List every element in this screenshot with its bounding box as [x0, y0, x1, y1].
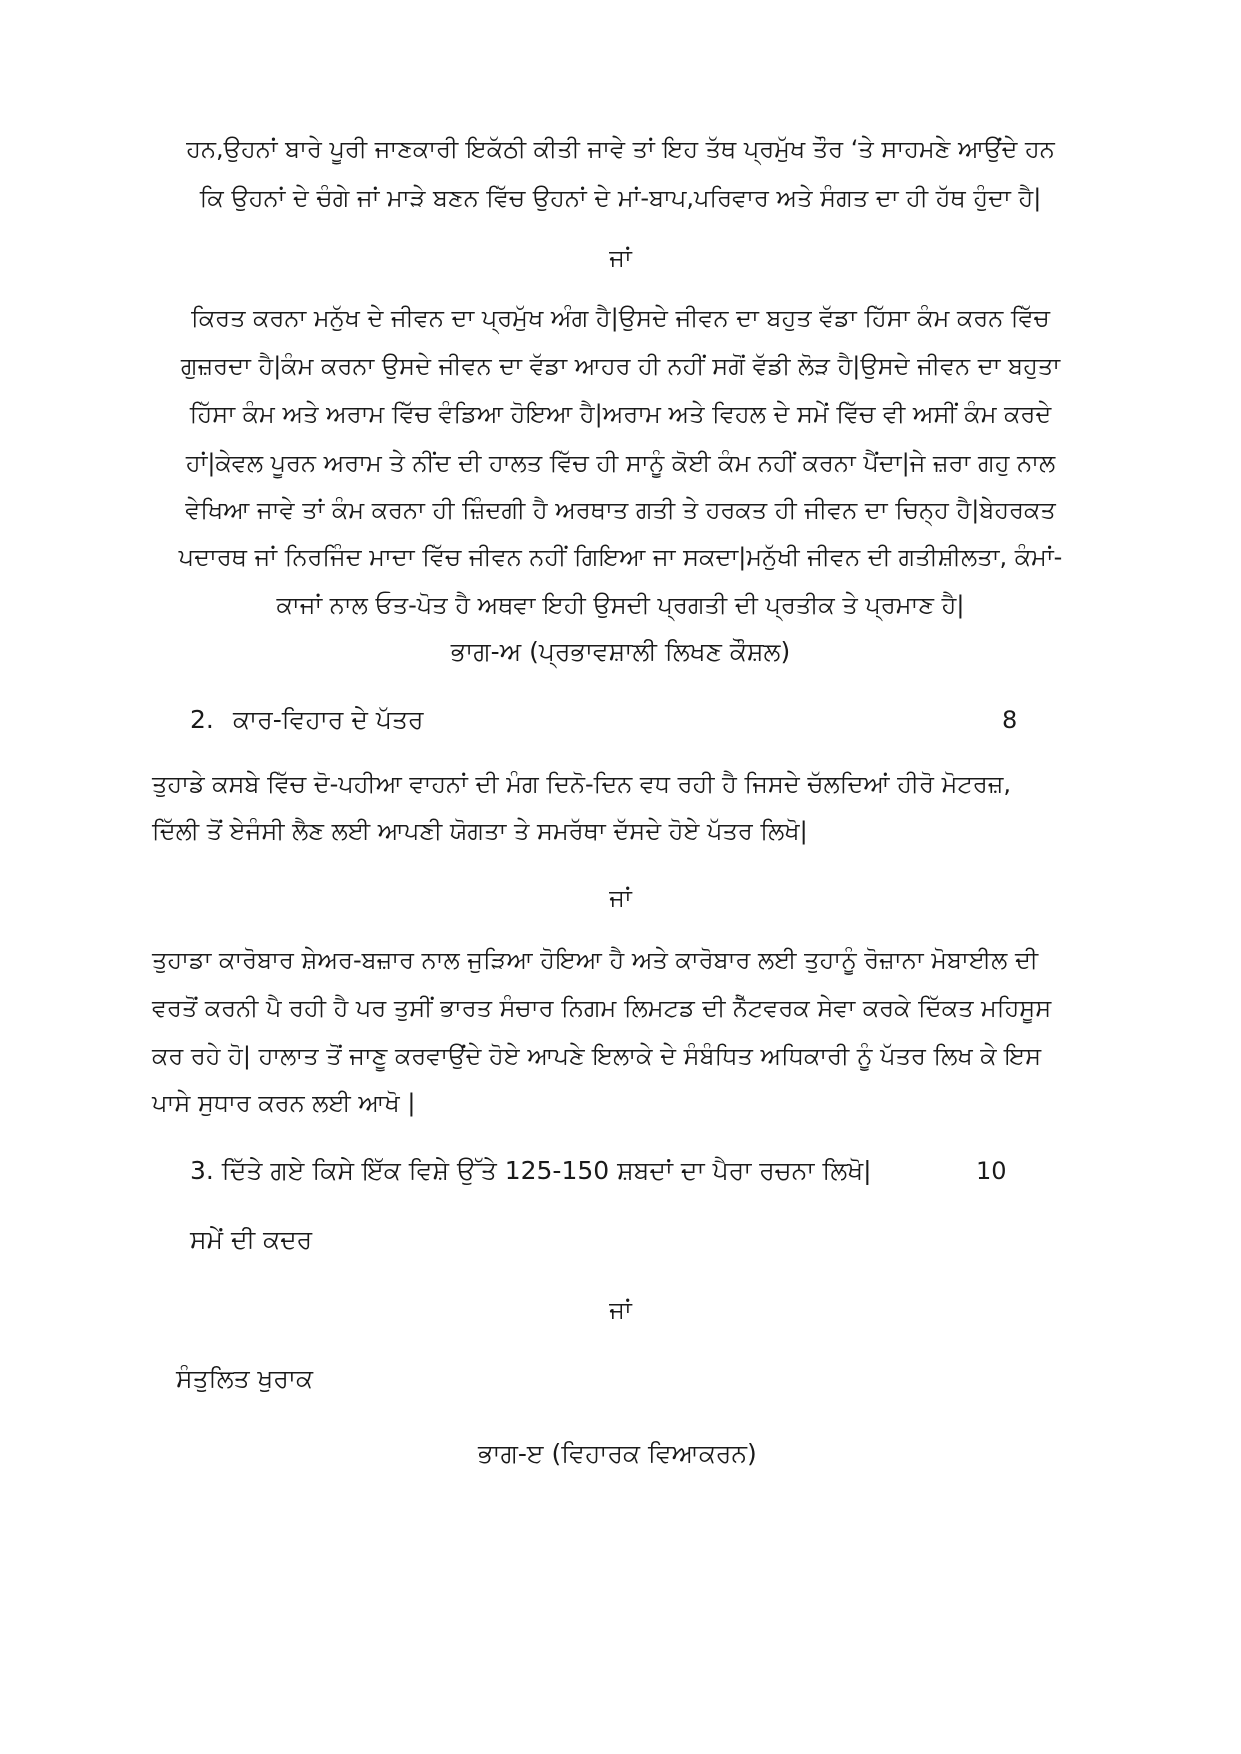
q2-option2-line3: ਕਰ ਰਹੇ ਹੋ| ਹਾਲਾਤ ਤੋਂ ਜਾਣੂ ਕਰਵਾਉਂਦੇ ਹੋਏ ਆਪਣੇ ਇਲਾਕੇ ਦੇ ਸੰਬੰਧਿਤ ਅਧਿਕਾਰੀ ਨੂੰ ਪੱਤਰ ਲਿਖ ਕੇ ਇਸ: [152, 1042, 1042, 1070]
para2-line7: ਕਾਜਾਂ ਨਾਲ ਓਤ-ਪੋਤ ਹੈ ਅਥਵਾ ਇਹੀ ਉਸਦੀ ਪ੍ਰਗਤੀ ਦੀ ਪ੍ਰਤੀਕ ਤੇ ਪ੍ਰਮਾਣ ਹੈ|: [276, 591, 965, 619]
para2-line6: ਪਦਾਰਥ ਜਾਂ ਨਿਰਜਿੰਦ ਮਾਦਾ ਵਿੱਚ ਜੀਵਨ ਨਹੀਂ ਗਿਇਆ ਜਾ ਸਕਦਾ|ਮਨੁੱਖੀ ਜੀਵਨ ਦੀ ਗਤੀਸ਼ੀਲਤਾ, ਕੰਮਾਂ-: [178, 543, 1063, 571]
para2-line3: ਹਿੱਸਾ ਕੰਮ ਅਤੇ ਅਰਾਮ ਵਿੱਚ ਵੰਡਿਆ ਹੋਇਆ ਹੈ|ਅਰਾਮ ਅਤੇ ਵਿਹਲ ਦੇ ਸਮੇਂ ਵਿੱਚ ਵੀ ਅਸੀਂ ਕੰਮ ਕਰਦੇ: [189, 400, 1052, 428]
q3-title: 3. ਦਿੱਤੇ ਗਏ ਕਿਸੇ ਇੱਕ ਵਿਸ਼ੇ ਉੱਤੇ 125-150 ਸ਼ਬਦਾਂ ਦਾ ਪੈਰਾ ਰਚਨਾ ਲਿਖੋ|: [190, 1156, 872, 1185]
para1-line2: ਕਿ ਉਹਨਾਂ ਦੇ ਚੰਗੇ ਜਾਂ ਮਾੜੇ ਬਣਨ ਵਿੱਚ ਉਹਨਾਂ ਦੇ ਮਾਂ-ਬਾਪ,ਪਰਿਵਾਰ ਅਤੇ ਸੰਗਤ ਦਾ ਹੀ ਹੱਥ ਹੁੰਦਾ ਹੈ|: [199, 184, 1042, 212]
q2-option1-line1: ਤੁਹਾਡੇ ਕਸਬੇ ਵਿੱਚ ਦੋ-ਪਹੀਆ ਵਾਹਨਾਂ ਦੀ ਮੰਗ ਦਿਨੋ-ਦਿਨ ਵਧ ਰਹੀ ਹੈ ਜਿਸਦੇ ਚੱਲਦਿਆਂ ਹੀਰੋ ਮੋਟਰਜ਼,: [152, 770, 1011, 798]
q2-option2-line1: ਤੁਹਾਡਾ ਕਾਰੋਬਾਰ ਸ਼ੇਅਰ-ਬਜ਼ਾਰ ਨਾਲ ਜੁੜਿਆ ਹੋਇਆ ਹੈ ਅਤੇ ਕਾਰੋਬਾਰ ਲਈ ਤੁਹਾਨੂੰ ਰੋਜ਼ਾਨਾ ਮੋਬਾਈਲ ਦੀ: [152, 946, 1039, 974]
q2-number: 2.: [190, 705, 214, 734]
para2-line5: ਵੇਖਿਆ ਜਾਵੇ ਤਾਂ ਕੰਮ ਕਰਨਾ ਹੀ ਜ਼ਿੰਦਗੀ ਹੈ ਅਰਥਾਤ ਗਤੀ ਤੇ ਹਰਕਤ ਹੀ ਜੀਵਨ ਦਾ ਚਿਨ੍ਹ ਹੈ|ਬੇਹਰਕਤ: [185, 496, 1056, 524]
q3-marks: 10: [976, 1157, 1007, 1185]
or-separator-2: ਜਾਂ: [609, 884, 632, 912]
q3-topic2: ਸੰਤੁਲਿਤ ਖੁਰਾਕ: [176, 1364, 314, 1393]
q2-marks: 8: [1002, 706, 1018, 734]
section-c-heading: ਭਾਗ-ੲ (ਵਿਹਾਰਕ ਵਿਆਕਰਨ): [478, 1439, 757, 1468]
para1-line1: ਹਨ,ਉਹਨਾਂ ਬਾਰੇ ਪੂਰੀ ਜਾਣਕਾਰੀ ਇਕੱਠੀ ਕੀਤੀ ਜਾਵੇ ਤਾਂ ਇਹ ਤੱਥ ਪ੍ਰਮੁੱਖ ਤੌਰ ‘ਤੇ ਸਾਹਮਣੇ ਆਉਂਦੇ ਹਨ: [186, 135, 1055, 163]
q2-title: ਕਾਰ-ਵਿਹਾਰ ਦੇ ਪੱਤਰ: [233, 705, 424, 734]
q3-topic1: ਸਮੇਂ ਦੀ ਕਦਰ: [190, 1225, 313, 1254]
para2-line2: ਗੁਜ਼ਰਦਾ ਹੈ|ਕੰਮ ਕਰਨਾ ਉਸਦੇ ਜੀਵਨ ਦਾ ਵੱਡਾ ਆਹਰ ਹੀ ਨਹੀਂ ਸਗੋਂ ਵੱਡੀ ਲੋੜ ਹੈ|ਉਸਦੇ ਜੀਵਨ ਦਾ ਬਹੁਤਾ: [180, 352, 1061, 380]
q2-option1-line2: ਦਿੱਲੀ ਤੋਂ ਏਜੰਸੀ ਲੈਣ ਲਈ ਆਪਣੀ ਯੋਗਤਾ ਤੇ ਸਮਰੱਥਾ ਦੱਸਦੇ ਹੋਏ ਪੱਤਰ ਲਿਖੋ|: [152, 817, 808, 845]
or-separator-1: ਜਾਂ: [609, 244, 632, 272]
q2-option2-line2: ਵਰਤੋਂ ਕਰਨੀ ਪੈ ਰਹੀ ਹੈ ਪਰ ਤੁਸੀਂ ਭਾਰਤ ਸੰਚਾਰ ਨਿਗਮ ਲਿਮਟਡ ਦੀ ਨੈੱਟਵਰਕ ਸੇਵਾ ਕਰਕੇ ਦਿੱਕਤ ਮਹਿਸੂਸ: [152, 994, 1052, 1022]
or-separator-3: ਜਾਂ: [609, 1296, 632, 1324]
para2-line1: ਕਿਰਤ ਕਰਨਾ ਮਨੁੱਖ ਦੇ ਜੀਵਨ ਦਾ ਪ੍ਰਮੁੱਖ ਅੰਗ ਹੈ|ਉਸਦੇ ਜੀਵਨ ਦਾ ਬਹੁਤ ਵੱਡਾ ਹਿੱਸਾ ਕੰਮ ਕਰਨ ਵਿੱਚ: [191, 304, 1050, 332]
para2-line4: ਹਾਂ|ਕੇਵਲ ਪੂਰਨ ਅਰਾਮ ਤੇ ਨੀਂਦ ਦੀ ਹਾਲਤ ਵਿੱਚ ਹੀ ਸਾਨੂੰ ਕੋਈ ਕੰਮ ਨਹੀਂ ਕਰਨਾ ਪੈਂਦਾ|ਜੇ ਜ਼ਰਾ ਗਹੁ ਨਾਲ: [185, 449, 1056, 477]
section-b-heading: ਭਾਗ-ਅ (ਪ੍ਰਭਾਵਸ਼ਾਲੀ ਲਿਖਣ ਕੌਸ਼ਲ): [450, 637, 791, 666]
q2-option2-line4: ਪਾਸੇ ਸੁਧਾਰ ਕਰਨ ਲਈ ਆਖੋ |: [152, 1089, 416, 1117]
